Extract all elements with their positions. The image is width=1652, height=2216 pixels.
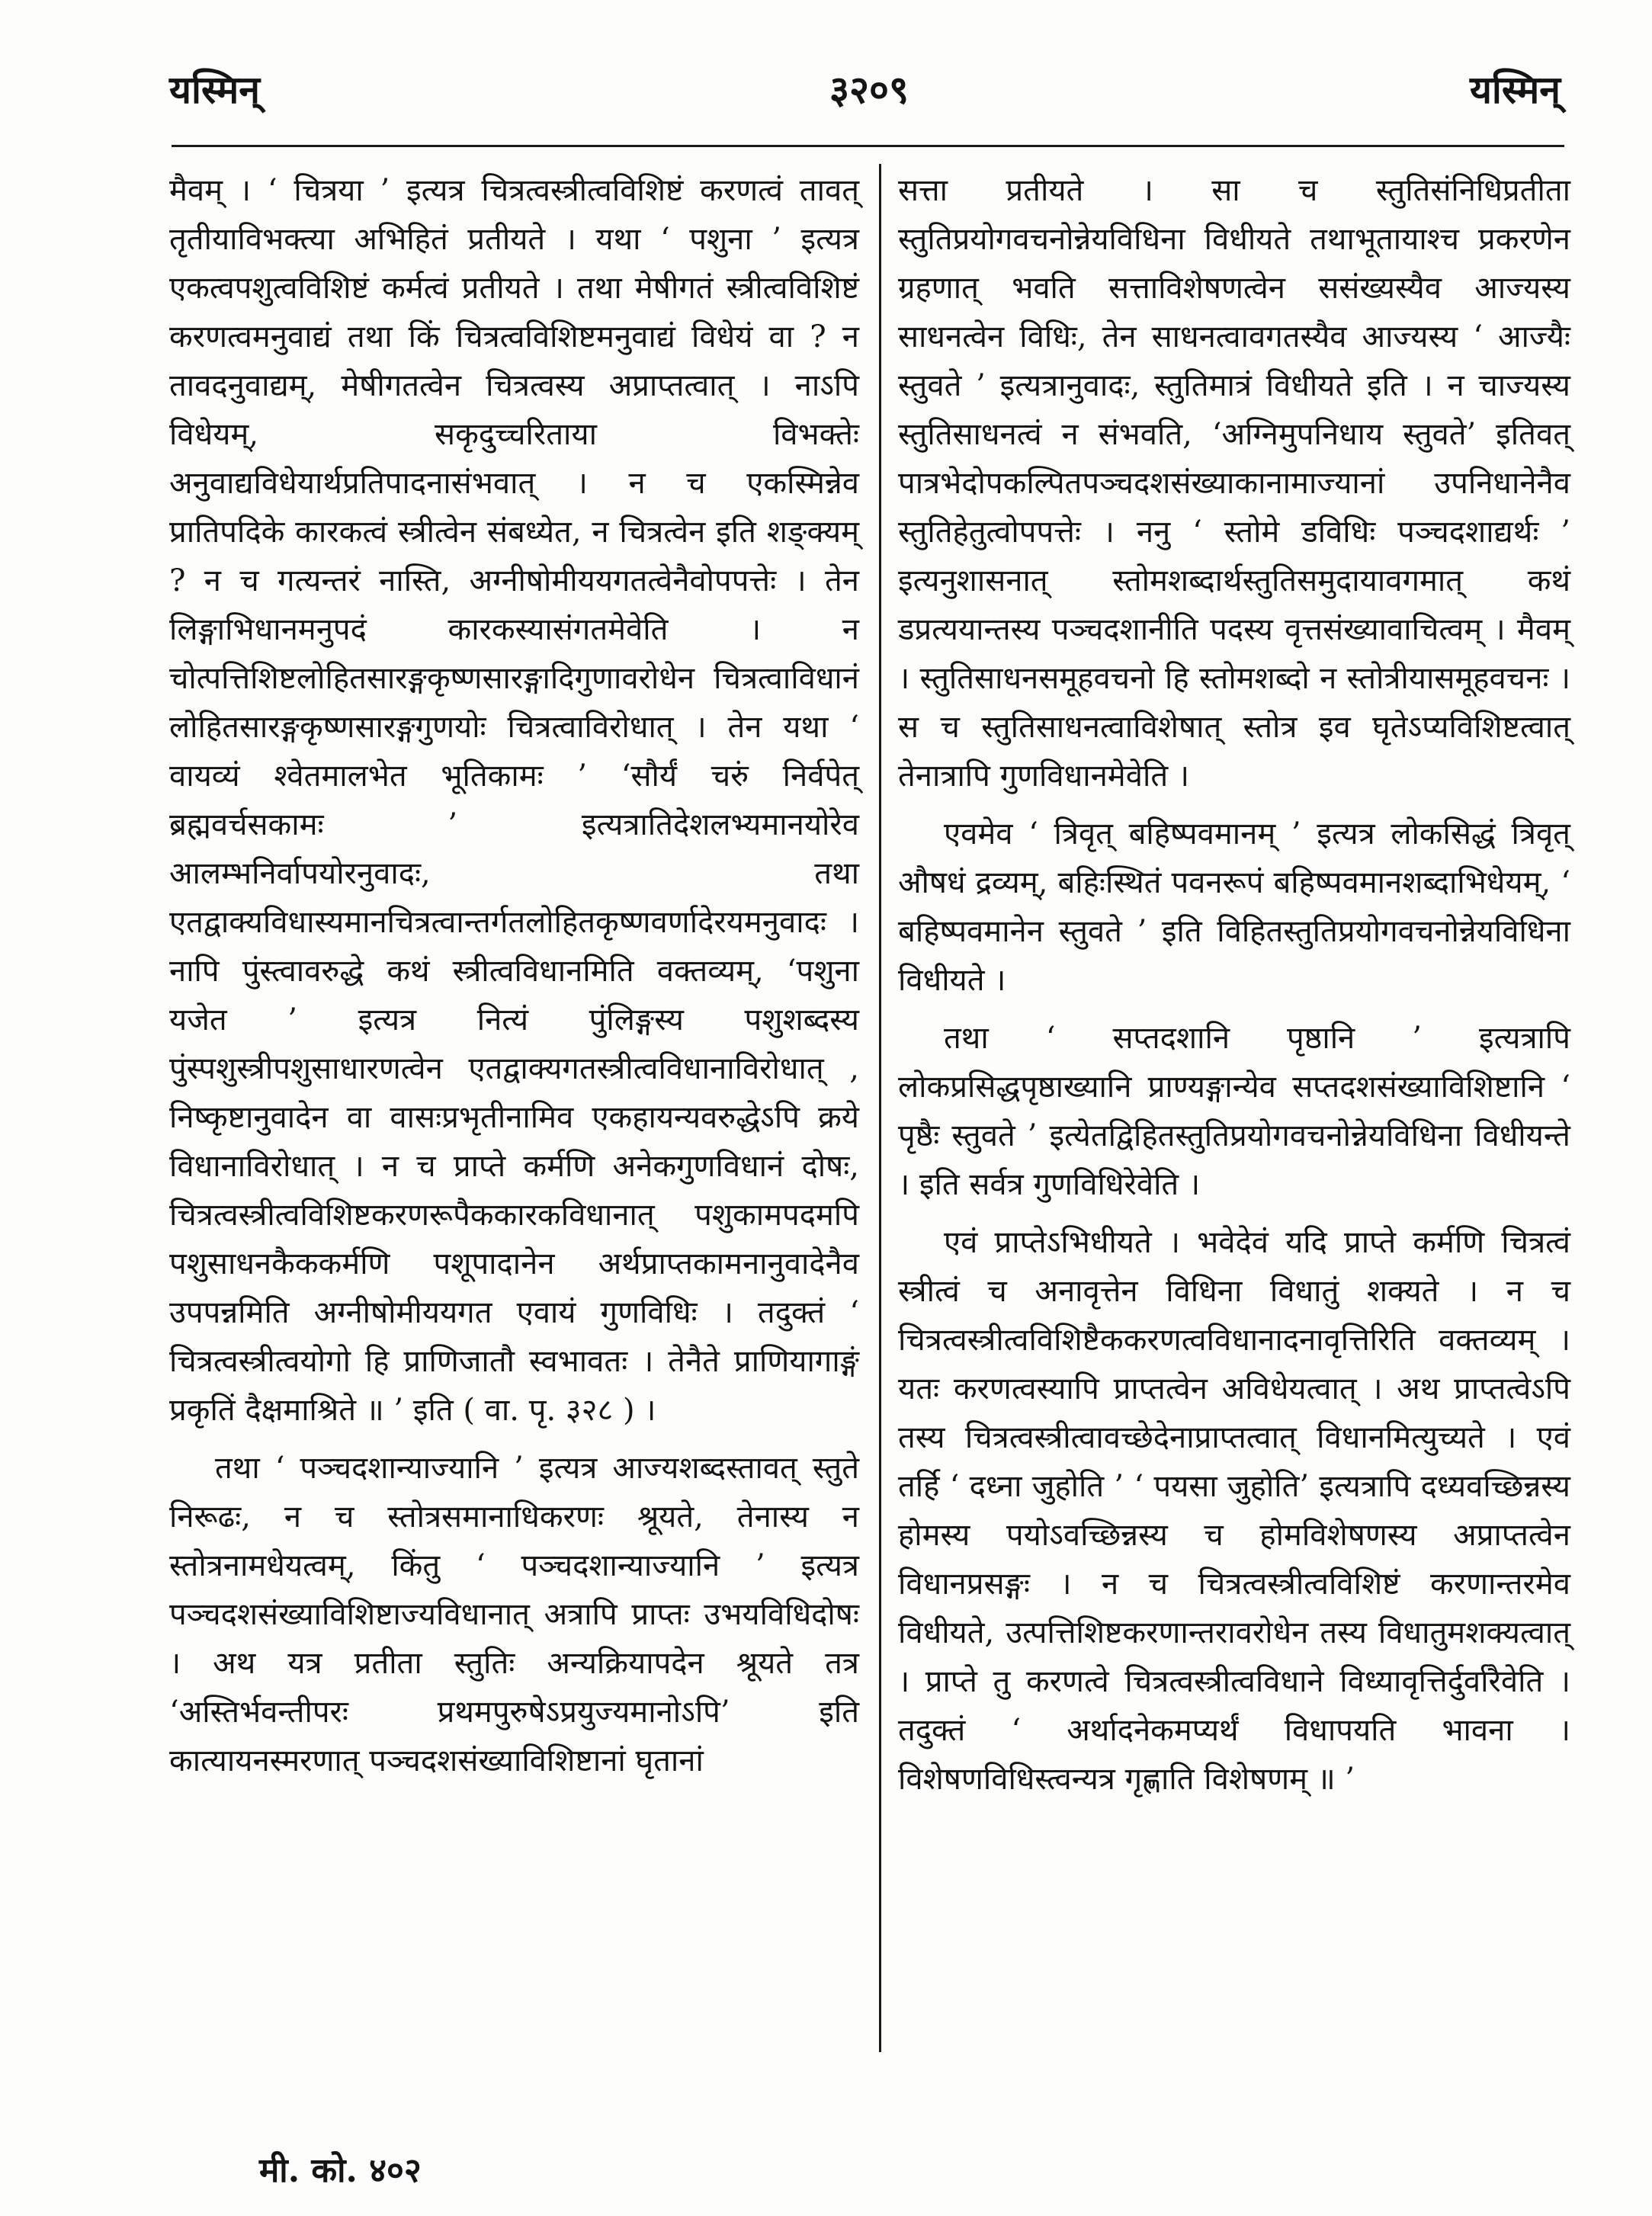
- footer-signature: मी. को. ४०२: [259, 2151, 422, 2190]
- header-right-headword: यस्मिन्: [1469, 67, 1561, 112]
- header-left-headword: यस्मिन्: [169, 67, 261, 112]
- left-column: [169, 166, 859, 1794]
- left-paragraph-2: तथा ‘ पञ्चदशान्याज्यानि ’ इत्यत्र आज्यशब्दस्तावत् स्तुते निरूढः, न च स्तोत्रसमानाधिकरणः श्रूयते, तेनास्य न स्तोत्रनामधेयत्वम्, किंतु ‘ पञ्चदशान्याज्यानि ’ इत्यत्र पञ्चदशसंख्याविशिष्टाज्यविधानात् अत्रापि प्राप्तः उभयविधिदोषः । अथ यत्र प्रतीता स्तुतिः अन्यक्रियापदेन श्रूयते तत्र ‘अस्तिर्भवन्तीपरः प्रथमपुरुषेऽप्रयुज्यमानोऽपि’ इति कात्यायनस्मरणात् पञ्चदशसंख्याविशिष्टानां घृतानां: [169, 1451, 859, 1778]
- right-paragraph-1: सत्ता प्रतीयते । सा च स्तुतिसंनिधिप्रतीता स्तुतिप्रयोगवचनोन्नेयविधिना विधीयते तथाभूतायाश्च प्रकरणेन ग्रहणात् भवति सत्ताविशेषणत्वेन ससंख्यस्यैव आज्यस्य साधनत्वेन विधिः, तेन साधनत्वावगतस्यैव आज्यस्य ‘ आज्यैः स्तुवते ’ इत्यत्रानुवादः, स्तुतिमात्रं विधीयते इति । न चाज्यस्य स्तुतिसाधनत्वं न संभवति, ‘अग्निमुपनिधाय स्तुवते’ इतिवत् पात्रभेदोपकल्पितपञ्चदशसंख्याकानामाज्यानां उपनिधानेनैव स्तुतिहेतुत्वोपपत्तेः । ननु ‘ स्तोमे डविधिः पञ्चदशाद्यर्थः ’ इत्यनुशासनात् स्तोमशब्दार्थस्तुतिसमुदायावगमात् कथं डप्रत्ययान्तस्य पञ्चदशानीति पदस्य वृत्तसंख्यावाचित्वम् । मैवम् । स्तुतिसाधनसमूहवचनो हि स्तोमशब्दो न स्तोत्रीयासमूहवचनः । स च स्तुतिसाधनत्वाविशेषात् स्तोत्र इव घृतेऽप्यविशिष्टत्वात् तेनात्रापि गुणविधानमेवेति ।: [898, 173, 1570, 794]
- right-paragraph-2: एवमेव ‘ त्रिवृत् बहिष्पवमानम् ’ इत्यत्र लोकसिद्धं त्रिवृत् औषधं द्रव्यम्, बहिःस्थितं पवनरूपं बहिष्पवमानशब्दाभिधेयम्, ‘ बहिष्पवमानेन स्तुवते ’ इति विहितस्तुतिप्रयोगवचनोन्नेयविधिना विधीयते ।: [898, 816, 1570, 998]
- header-rule: [172, 145, 1564, 147]
- page-number: ३२०९: [829, 67, 909, 112]
- right-paragraph-4: एवं प्राप्तेऽभिधीयते । भवेदेवं यदि प्राप्ते कर्मणि चित्रत्वं स्त्रीत्वं च अनावृत्तेन विधिना विधातुं शक्यते । न च चित्रत्वस्त्रीत्वविशिष्टैककरणत्वविधानादनावृत्तिरिति वक्तव्यम् । यतः करणत्वस्यापि प्राप्तत्वेन अविधेयत्वात् । अथ प्राप्तत्वेऽपि तस्य चित्रत्वस्त्रीत्वावच्छेदेनाप्राप्तत्वात् विधानमित्युच्यते । एवं तर्हि ‘ दध्ना जुहोति ’ ‘ पयसा जुहोति’ इत्यत्रापि दध्यवच्छिन्नस्य होमस्य पयोऽवच्छिन्नस्य च होमविशेषणस्य अप्राप्तत्वेन विधानप्रसङ्गः । न च चित्रत्वस्त्रीत्वविशिष्टं करणान्तरमेव विधीयते, उत्पत्तिशिष्टकरणान्तरावरोधेन तस्य विधातुमशक्यत्वात् । प्राप्ते तु करणत्वे चित्रत्वस्त्रीत्वविधाने विध्यावृत्तिर्दुर्वारैवेति । तदुक्तं ‘ अर्थादनेकमप्यर्थं विधापयति भावना । विशेषणविधिस्त्वन्यत्र गृह्णाति विशेषणम् ॥ ’: [898, 1225, 1570, 1797]
- column-divider: [879, 164, 881, 2052]
- right-column: [898, 166, 1570, 1813]
- right-paragraph-3: तथा ‘ सप्तदशानि पृष्ठानि ’ इत्यत्रापि लोकप्रसिद्धपृष्ठाख्यानि प्राण्यङ्गान्येव सप्तदशसंख्याविशिष्टानि ‘ पृष्ठैः स्तुवते ’ इत्येतद्विहितस्तुतिप्रयोगवचनोन्नेयविधिना विधीयन्ते । इति सर्वत्र गुणविधिरेवेति ।: [898, 1021, 1570, 1202]
- left-paragraph-1: मैवम् । ‘ चित्रया ’ इत्यत्र चित्रत्वस्त्रीत्वविशिष्टं करणत्वं तावत् तृतीयाविभक्त्या अभिहितं प्रतीयते । यथा ‘ पशुना ’ इत्यत्र एकत्वपशुत्वविशिष्टं कर्मत्वं प्रतीयते । तथा मेषीगतं स्त्रीत्वविशिष्टं करणत्वमनुवाद्यं तथा किं चित्रत्वविशिष्टमनुवाद्यं विधेयं वा ? न तावदनुवाद्यम्, मेषीगतत्वेन चित्रत्वस्य अप्राप्तत्वात् । नाऽपि विधेयम्, सकृदुच्चरिताया विभक्तेः अनुवाद्यविधेयार्थप्रतिपादनासंभवात् । न च एकस्मिन्नेव प्रातिपदिके कारकत्वं स्त्रीत्वेन संबध्येत, न चित्रत्वेन इति शङ्क्यम् ? न च गत्यन्तरं नास्ति, अग्नीषोमीययगतत्वेनैवोपपत्तेः । तेन लिङ्गाभिधानमनुपदं कारकस्यासंगतमेवेति । न चोत्पत्तिशिष्टलोहितसारङ्गकृष्णसारङ्गादिगुणावरोधेन चित्रत्वाविधानं लोहितसारङ्गकृष्णसारङ्गगुणयोः चित्रत्वाविरोधात् । तेन यथा ‘ वायव्यं श्वेतमालभेत भूतिकामः ’ ‘सौर्यं चरुं निर्वपेत् ब्रह्मवर्चसकामः ’ इत्यत्रातिदेशलभ्यमानयोरेव आलम्भनिर्वापयोरनुवादः, तथा एतद्वाक्यविधास्यमानचित्रत्वान्तर्गतलोहितकृष्णवर्णादेरयमनुवादः । नापि पुंस्त्वावरुद्धे कथं स्त्रीत्वविधानमिति वक्तव्यम्, ‘पशुना यजेत ’ इत्यत्र नित्यं पुंलिङ्गस्य पशुशब्दस्य पुंस्पशुस्त्रीपशुसाधारणत्वेन एतद्वाक्यगतस्त्रीत्वविधानाविरोधात् , निष्कृष्टानुवादेन वा वासःप्रभृतीनामिव एकहायन्यवरुद्धेऽपि क्रये विधानाविरोधात् । न च प्राप्ते कर्मणि अनेकगुणविधानं दोषः, चित्रत्वस्त्रीत्वविशिष्टकरणरूपैककारकविधानात् पशुकामपदमपि पशुसाधनकैककर्मणि पशूपादानेन अर्थप्राप्तकामनानुवादेनैव उपपन्नमिति अग्नीषोमीययगत एवायं गुणविधिः । तदुक्तं ‘ चित्रत्वस्त्रीत्वयोगो हि प्राणिजातौ स्वभावतः । तेनैते प्राणियागाङ्गं प्रकृतिं दैक्षमाश्रिते ॥ ’ इति ( वा. पृ. ३२८ ) ।: [169, 173, 859, 1428]
